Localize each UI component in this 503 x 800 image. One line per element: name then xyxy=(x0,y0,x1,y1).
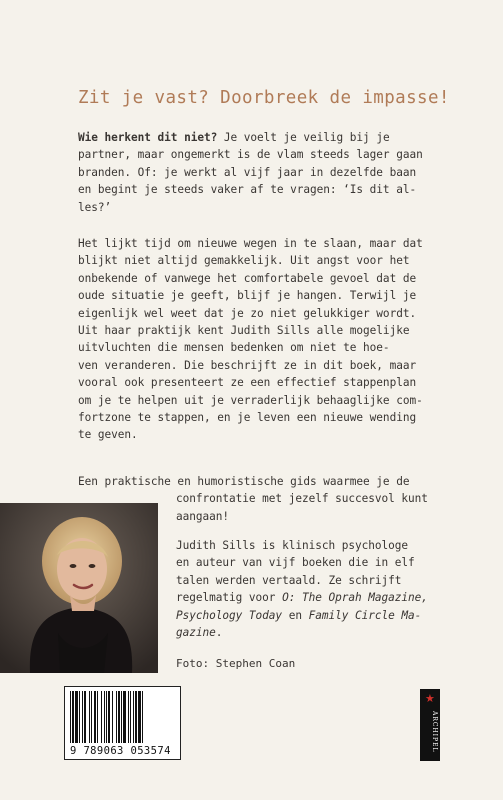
barcode-bar xyxy=(108,691,110,743)
paragraph-approach-line: Uit haar praktijk kent Judith Sills alle mogelijke xyxy=(78,324,410,337)
paragraph-problem xyxy=(78,235,473,322)
barcode-bar xyxy=(89,691,90,743)
paragraph-intro-line: en begint je steeds vaker af te vragen: ‘Is dit al- xyxy=(78,183,417,197)
barcode-bar xyxy=(104,691,105,743)
bio-line: en auteur van vijf boeken die in elf xyxy=(176,556,415,570)
paragraph-closing-line: Een praktische en humoristische gids waarmee je de xyxy=(78,475,410,488)
lead-question: Wie herkent dit niet? xyxy=(78,131,218,144)
barcode-bar xyxy=(101,691,102,743)
barcode-bar xyxy=(112,691,113,743)
barcode-bar xyxy=(123,691,126,743)
paragraph-closing-line: aangaan! xyxy=(176,509,230,523)
paragraph-approach-line: ven veranderen. Die beschrijft ze in dit boek, maar xyxy=(78,358,417,372)
paragraph-problem-line: onbekende of vanwege het comfortabele gevoel dat de xyxy=(78,271,417,285)
barcode-bar xyxy=(142,691,143,743)
barcode-bar xyxy=(72,691,74,743)
paragraph-problem-line: blijkt niet altijd gemakkelijk. Uit angst voor het xyxy=(78,254,410,268)
paragraph-approach xyxy=(78,322,473,444)
magazine-title: gazine xyxy=(176,626,216,640)
paragraph-closing-line: confrontatie met jezelf succesvol kunt xyxy=(176,492,428,506)
paragraph-approach-line: fortzone te stappen, en je leven een nieuwe wending xyxy=(78,411,417,425)
paragraph-problem-line: oude situatie je geeft, blijf je hangen. Terwijl je xyxy=(78,289,417,303)
paragraph-intro-line xyxy=(78,129,473,146)
author-bio xyxy=(176,537,476,641)
barcode-bar xyxy=(70,691,71,743)
isbn-number: 9 789063 053574 xyxy=(70,745,171,757)
paragraph-intro-line: les?’ xyxy=(78,200,112,214)
publisher-logo xyxy=(420,689,440,761)
barcode-bar xyxy=(130,691,131,743)
bio-line xyxy=(176,624,476,641)
barcode-bar xyxy=(94,691,96,743)
paragraph-approach-line: te geven. xyxy=(78,428,138,442)
barcode-bar xyxy=(118,691,120,743)
paragraph-approach-line: om je te helpen uit je verraderlijk behaaglijke com- xyxy=(78,393,423,407)
paragraph-problem-line: Het lijkt tijd om nieuwe wegen in te slaan, maar dat xyxy=(78,237,423,250)
author-photo xyxy=(0,503,158,673)
barcode-bar xyxy=(135,691,137,743)
magazine-title: O: The Oprah Magazine, xyxy=(282,591,428,605)
barcode-bar xyxy=(133,691,134,743)
barcode-bar xyxy=(91,691,92,743)
star-icon: ★ xyxy=(425,692,435,705)
barcode-bar xyxy=(79,691,80,743)
text-fragment: regelmatig voor xyxy=(176,591,283,605)
paragraph-intro-line: branden. Of: je werkt al vijf jaar in dezelfde baan xyxy=(78,165,417,179)
barcode-bar xyxy=(128,691,129,743)
headline: Zit je vast? Doorbreek de impasse! xyxy=(78,88,450,108)
bio-line xyxy=(176,589,476,606)
publisher-name: ARCHIPEL xyxy=(431,711,438,753)
barcode-bar xyxy=(138,691,141,743)
barcode-bar xyxy=(106,691,107,743)
paragraph-approach-line: uitvluchten die mensen bedenken om niet te hoe- xyxy=(78,341,390,355)
barcode-bar xyxy=(116,691,117,743)
paragraph-intro xyxy=(78,129,473,216)
barcode-bar xyxy=(121,691,122,743)
paragraph-approach-line: vooral ook presenteert ze een effectief stappenplan xyxy=(78,376,417,390)
barcode-bar xyxy=(97,691,98,743)
text-fragment: . xyxy=(215,626,223,640)
barcode-bar xyxy=(82,691,83,743)
magazine-title: Family Circle Ma- xyxy=(308,608,422,622)
paragraph-intro-line: partner, maar ongemerkt is de vlam steeds lager gaan xyxy=(78,148,423,162)
barcode-bar xyxy=(84,691,86,743)
paragraph-problem-line: eigenlijk wel weet dat je zo niet gelukkiger wordt. xyxy=(78,306,417,320)
magazine-title: Psychology Today xyxy=(176,608,283,622)
photo-credit: Foto: Stephen Coan xyxy=(176,657,296,670)
bio-line xyxy=(176,607,476,624)
text-fragment: en xyxy=(282,608,309,622)
bio-line: Judith Sills is klinisch psychologe xyxy=(176,539,409,552)
bio-line: talen werden vertaald. Ze schrijft xyxy=(176,573,402,587)
text-fragment: Je voelt je veilig bij je xyxy=(217,131,390,144)
barcode-bar xyxy=(75,691,78,743)
